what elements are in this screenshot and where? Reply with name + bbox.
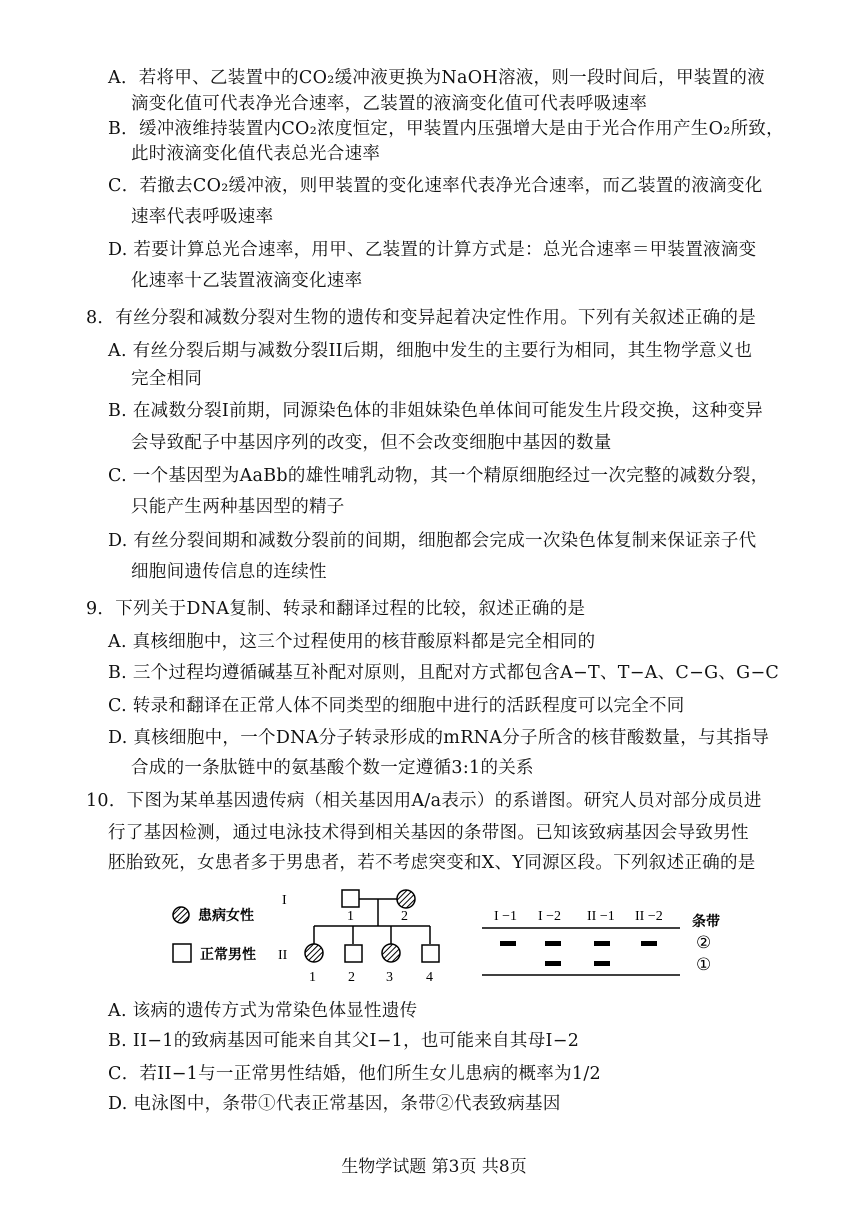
gel-band xyxy=(500,941,516,946)
generation-II-label: II xyxy=(278,948,288,963)
pedigree-svg xyxy=(160,882,730,987)
text-line: D. 电泳图中，条带①代表正常基因，条带②代表致病基因 xyxy=(108,1094,561,1114)
band-2-label: ② xyxy=(696,933,712,952)
text-line: 胚胎致死，女患者多于男患者，若不考虑突变和X、Y同源区段。下列叙述正确的是 xyxy=(108,853,756,873)
text-line: 完全相同 xyxy=(131,369,203,389)
text-line: C. 一个基因型为AaBb的雄性哺乳动物，其一个精原细胞经过一次完整的减数分裂， xyxy=(108,466,769,486)
individual-II-4-number: 4 xyxy=(426,970,433,985)
text-line: 行了基因检测，通过电泳技术得到相关基因的条带图。已知该致病基因会导致男性 xyxy=(108,823,749,843)
text-line: B．缓冲液维持装置内CO₂浓度恒定，甲装置内压强增大是由于光合作用产生O₂所致， xyxy=(108,119,784,139)
text-line: 细胞间遗传信息的连续性 xyxy=(131,562,327,582)
text-line: 化速率十乙装置液滴变化速率 xyxy=(131,271,363,291)
legend-affected-female-label: 患病女性 xyxy=(198,908,254,924)
band-1-label: ① xyxy=(696,955,712,974)
pedigree-figure xyxy=(160,882,730,987)
individual-II-2 xyxy=(345,945,362,962)
text-line: D. 有丝分裂间期和减数分裂前的间期，细胞都会完成一次染色体复制来保证亲子代 xyxy=(108,531,757,551)
question-8-stem: 8．有丝分裂和减数分裂对生物的遗传和变异起着决定性作用。下列有关叙述正确的是 xyxy=(86,308,757,328)
text-line: A．若将甲、乙装置中的CO₂缓冲液更换为NaOH溶液，则一段时间后，甲装置的液 xyxy=(108,68,765,88)
individual-I-1-number: 1 xyxy=(347,909,354,924)
text-line: 只能产生两种基因型的精子 xyxy=(131,497,345,517)
text-line: C．若II−1与一正常男性结婚，他们所生女儿患病的概率为1/2 xyxy=(108,1064,601,1084)
text-line: B. 三个过程均遵循碱基互补配对原则，且配对方式都包含A−T、T−A、C−G、G−C xyxy=(108,663,780,683)
individual-II-3-number: 3 xyxy=(386,970,393,985)
gel-band xyxy=(594,961,610,966)
text-line: D. 若要计算总光合速率，用甲、乙装置的计算方式是：总光合速率＝甲装置液滴变 xyxy=(108,240,757,260)
individual-I-2 xyxy=(397,890,415,908)
lane-label-I-1: I −1 xyxy=(494,909,518,924)
gel-band xyxy=(594,941,610,946)
individual-II-3 xyxy=(382,944,400,962)
text-line: C．若撤去CO₂缓冲液，则甲装置的变化速率代表净光合速率，而乙装置的液滴变化 xyxy=(108,176,763,196)
band-header-label: 条带 xyxy=(692,914,720,930)
text-line: 滴变化值可代表净光合速率，乙装置的液滴变化值可代表呼吸速率 xyxy=(131,94,648,114)
text-line: 会导致配子中基因序列的改变，但不会改变细胞中基因的数量 xyxy=(131,433,612,453)
question-9-stem: 9．下列关于DNA复制、转录和翻译过程的比较，叙述正确的是 xyxy=(86,599,586,619)
text-line: B. 在减数分裂I前期，同源染色体的非姐妹染色单体间可能发生片段交换，这种变异 xyxy=(108,401,764,421)
text-line: 此时液滴变化值代表总光合速率 xyxy=(131,144,381,164)
lane-label-II-2: II −2 xyxy=(635,909,663,924)
gel-band xyxy=(545,941,561,946)
individual-II-4 xyxy=(422,945,439,962)
generation-I-label: I xyxy=(282,893,287,908)
legend-normal-male-symbol xyxy=(173,944,191,962)
text-line: A. 真核细胞中，这三个过程使用的核苷酸原料都是完全相同的 xyxy=(108,632,596,652)
text-line: B. II−1的致病基因可能来自其父I−1，也可能来自其母I−2 xyxy=(108,1031,580,1051)
text-line: 合成的一条肽链中的氨基酸个数一定遵循3:1的关系 xyxy=(131,758,534,778)
text-line: 速率代表呼吸速率 xyxy=(131,207,274,227)
text-line: A. 该病的遗传方式为常染色体显性遗传 xyxy=(108,1001,418,1021)
question-10-stem: 10．下图为某单基因遗传病（相关基因用A/a表示）的系谱图。研究人员对部分成员进 xyxy=(86,791,762,811)
legend-affected-female-symbol xyxy=(173,907,189,923)
legend-normal-male-label: 正常男性 xyxy=(200,947,256,963)
lane-label-I-2: I −2 xyxy=(538,909,562,924)
lane-label-II-1: II −1 xyxy=(587,909,615,924)
text-line: C. 转录和翻译在正常人体不同类型的细胞中进行的活跃程度可以完全不同 xyxy=(108,696,685,716)
individual-I-1 xyxy=(342,890,359,907)
individual-II-1-number: 1 xyxy=(309,970,316,985)
text-line: D. 真核细胞中，一个DNA分子转录形成的mRNA分子所含的核苷酸数量，与其指导 xyxy=(108,728,770,748)
individual-II-2-number: 2 xyxy=(348,970,355,985)
gel-band xyxy=(641,941,657,946)
individual-I-2-number: 2 xyxy=(401,909,408,924)
gel-band xyxy=(545,961,561,966)
individual-II-1 xyxy=(305,944,323,962)
page-footer: 生物学试题 第3页 共8页 xyxy=(341,1157,527,1177)
text-line: A. 有丝分裂后期与减数分裂II后期，细胞中发生的主要行为相同，其生物学意义也 xyxy=(108,341,753,361)
